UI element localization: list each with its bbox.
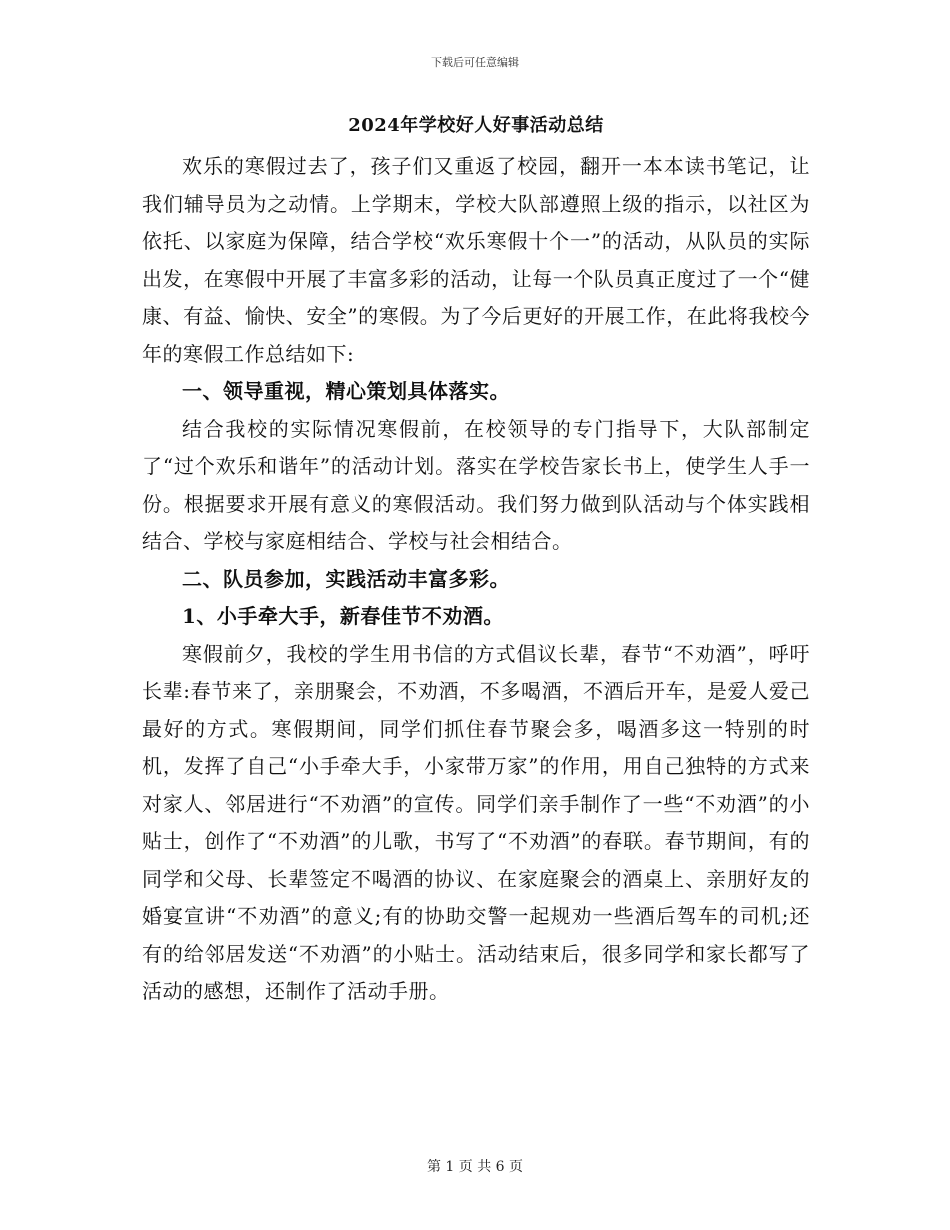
subsection-heading-1: 1、小手牵大手，新春佳节不劝酒。 — [182, 604, 504, 628]
document-body — [142, 112, 810, 1011]
page-header-note: 下载后可任意编辑 — [431, 56, 519, 69]
paragraph-leadership: 结合我校的实际情况寒假前，在校领导的专门指导下，大队部制定了“过个欢乐和谐年”的活动计划。落实在学校告家长书上，使学生人手一份。根据要求开展有意义的寒假活动。我们努力做到队活动与个体实践相结合、学校与家庭相结合、学校与社会相结合。 — [142, 416, 810, 553]
section-heading-1: 一、领导重视，精心策划具体落实。 — [182, 379, 510, 403]
section-heading-2: 二、队员参加，实践活动丰富多彩。 — [182, 566, 510, 591]
paragraph-no-drinking: 寒假前夕，我校的学生用书信的方式倡议长辈，春节“不劝酒”，呼吁长辈:春节来了，亲朋聚会，不劝酒，不多喝酒，不酒后开车，是爱人爱己最好的方式。寒假期间，同学们抓住春节聚会多，喝酒多这一特别的时机，发挥了自己“小手牵大手，小家带万家”的作用，用自己独特的方式来对家人、邻居进行“不劝酒”的宣传。同学们亲手制作了一些“不劝酒”的小贴士，创作了“不劝酒”的儿歌，书写了“不劝酒”的春联。春节期间，有的同学和父母、长辈签定不喝酒的协议、在家庭聚会的酒桌上、亲朋好友的婚宴宣讲“不劝酒”的意义;有的协助交警一起规劝一些酒后驾车的司机;还有的给邻居发送“不劝酒”的小贴士。活动结束后，很多同学和家长都写了活动的感想，还制作了活动手册。 — [142, 641, 810, 1003]
paragraph-intro: 欢乐的寒假过去了，孩子们又重返了校园，翻开一本本读书笔记，让我们辅导员为之动情。上学期末，学校大队部遵照上级的指示，以社区为依托、以家庭为保障，结合学校“欢乐寒假十个一”的活动，从队员的实际出发，在寒假中开展了丰富多彩的活动，让每一个队员真正度过了一个“健康、有益、愉快、安全”的寒假。为了今后更好的开展工作，在此将我校今年的寒假工作总结如下: — [142, 154, 810, 366]
document-title: 2024年学校好人好事活动总结 — [348, 115, 604, 136]
page-number: 第 1 页 共 6 页 — [426, 1159, 524, 1175]
